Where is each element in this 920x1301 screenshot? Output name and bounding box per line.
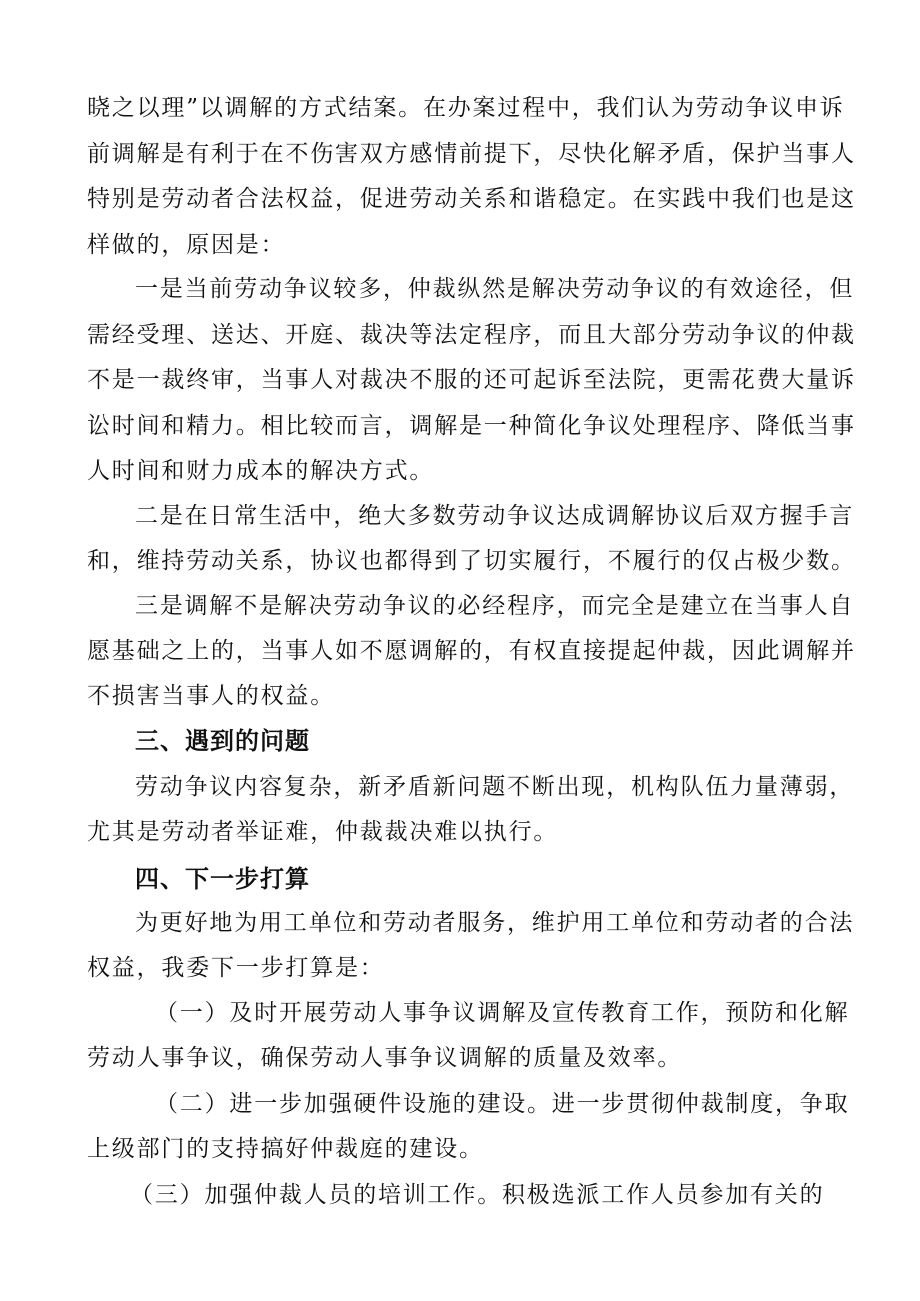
paragraph-line: （二）进一步加强硬件设施的建设。进一步贯彻仲裁制度，争取 [155,1091,850,1117]
paragraph-line: 为更好地为用工单位和劳动者服务，维护用工单位和劳动者的合法 [135,910,855,936]
paragraph-line: 不是一裁终审，当事人对裁决不服的还可起诉至法院，更需花费大量诉 [87,367,856,393]
paragraph-line: 前调解是有利于在不伤害双方感情前提下，尽快化解矛盾，保护当事人 [87,141,856,167]
section-heading: 四、下一步打算 [135,865,310,893]
paragraph-line: 劳动人事争议，确保劳动人事争议调解的质量及效率。 [87,1045,683,1071]
paragraph-line: 和，维持劳动关系，协议也都得到了切实履行，不履行的仅占极少数。 [87,548,856,574]
paragraph-line: 特别是劳动者合法权益，促进劳动关系和谐稳定。在实践中我们也是这 [87,186,856,212]
paragraph-line: 人时间和财力成本的解决方式。 [87,458,435,484]
paragraph-line: 不损害当事人的权益。 [87,683,335,709]
paragraph-line: （一）及时开展劳动人事争议调解及宣传教育工作，预防和化解 [155,1000,850,1026]
paragraph-line: 上级部门的支持搞好仲裁庭的建设。 [87,1136,484,1162]
paragraph-line: 二是在日常生活中，绝大多数劳动争议达成调解协议后双方握手言 [135,503,855,529]
paragraph-line: （三）加强仲裁人员的培训工作。积极选派工作人员参加有关的 [130,1182,825,1208]
paragraph-line: 尤其是劳动者举证难，仲裁裁决难以执行。 [87,819,559,845]
paragraph-line: 样做的，原因是： [87,232,286,258]
paragraph-line: 讼时间和精力。相比较而言，调解是一种简化争议处理程序、降低当事 [87,413,856,439]
paragraph-line: 一是当前劳动争议较多，仲裁纵然是解决劳动争议的有效途径，但 [135,276,855,302]
paragraph-line: 晓之以理”以调解的方式结案。在办案过程中，我们认为劳动争议申诉 [87,95,845,121]
paragraph-line: 劳动争议内容复杂，新矛盾新问题不断出现，机构队伍力量薄弱， [135,774,855,800]
paragraph-line: 权益，我委下一步打算是： [87,955,385,981]
section-heading: 三、遇到的问题 [135,727,310,755]
paragraph-line: 三是调解不是解决劳动争议的必经程序，而完全是建立在当事人自 [135,593,855,619]
paragraph-line: 需经受理、送达、开庭、裁决等法定程序，而且大部分劳动争议的仲裁 [87,322,856,348]
paragraph-line: 愿基础之上的，当事人如不愿调解的，有权直接提起仲裁，因此调解并 [87,638,856,664]
